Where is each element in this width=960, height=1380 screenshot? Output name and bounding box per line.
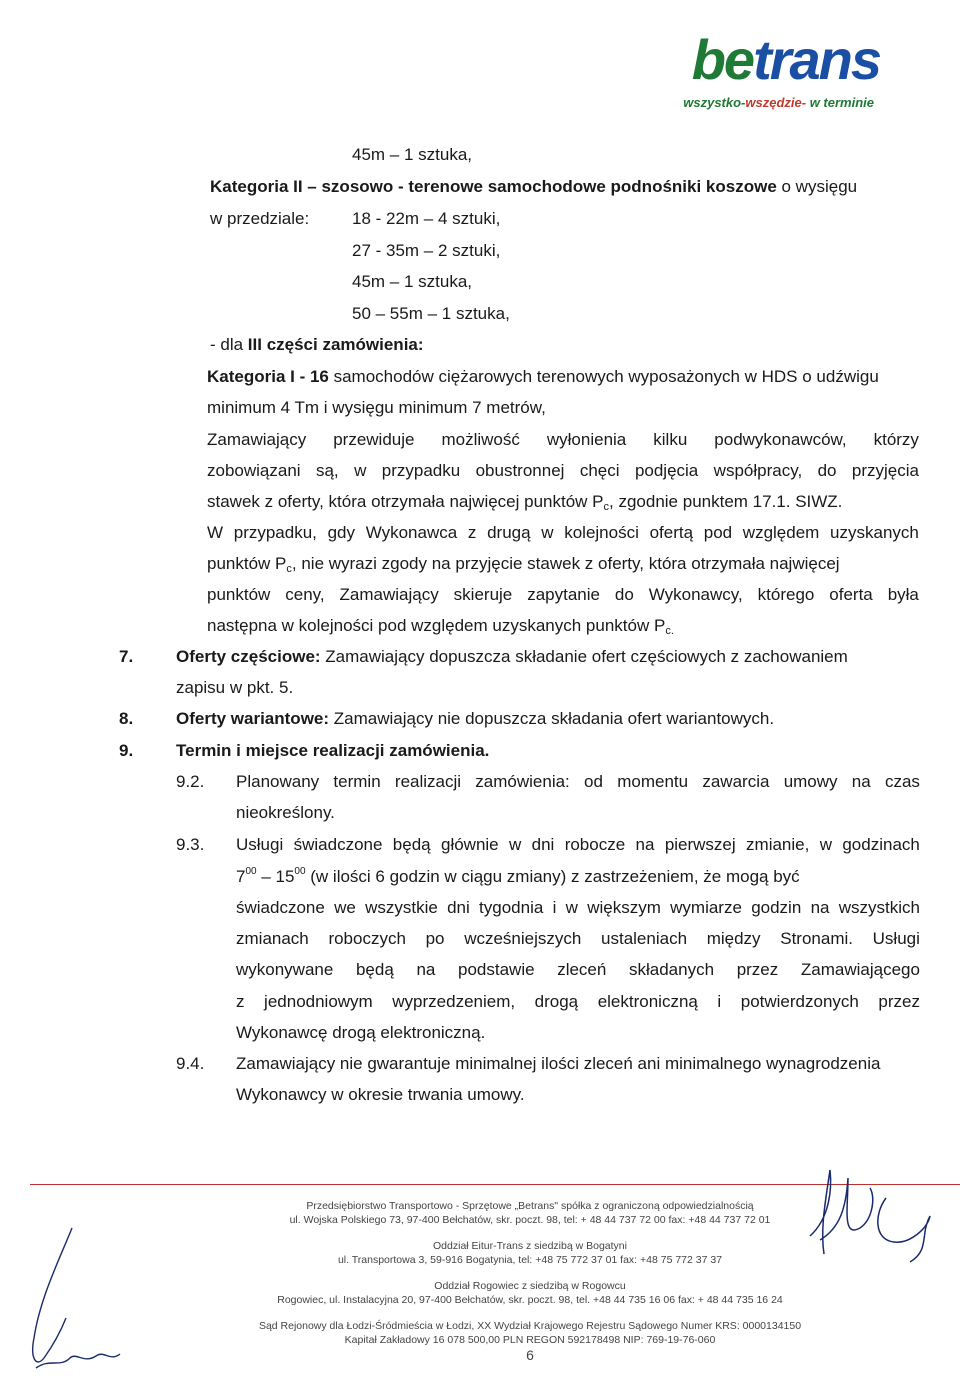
footer-branch-1: Oddział Eitur-Trans z siedzibą w Bogatyni [433,1240,627,1252]
category-2-heading: Kategoria II – szosowo - terenowe samochodowe podnośniki koszowe o wysięgu [210,177,858,196]
word: godzinach [842,835,920,854]
section-number: 9. [119,741,134,760]
word: wcześniejszych [464,929,582,948]
word: jednodniowym [264,992,373,1011]
word: na [851,772,871,791]
word: w [509,835,522,854]
word: uzyskanych [830,523,919,542]
word: kilku [653,430,688,449]
word: pod [703,523,733,542]
part-3-heading: - dla III części zamówienia: [210,335,424,354]
word: w [541,523,554,542]
word: kolejności [564,523,639,542]
footer-company: Przedsiębiorstwo Transportowo - Sprzętowe „Betrans" spółka z ograniczoną odpowiedzialnością [306,1200,754,1212]
word: we [334,898,356,917]
word: punktów [207,585,271,604]
word: Zamawiającego [800,960,920,979]
footer-branch-1-address: ul. Transportowa 3, 59-916 Bogatynia, tel: +48 75 772 37 01 fax: +48 75 772 37 37 [337,1254,723,1266]
subsection-number: 9.3. [176,835,205,854]
subsection-number: 9.4. [176,1054,205,1073]
justified-line [236,928,920,950]
word: umowy [783,772,838,791]
word: z [236,992,245,1011]
word: podjęcia [634,461,699,480]
word: gdy [327,523,356,542]
text-line: zapisu w pkt. 5. [176,678,294,697]
word: przewiduje [333,430,415,449]
handwritten-initials-left [0,1218,130,1380]
word: współpracy, [713,461,803,480]
word: w [565,898,578,917]
word: drugą [487,523,531,542]
word: godzin [751,898,802,917]
word: na [810,898,830,917]
text-line: nieokreślony. [236,803,335,822]
word: zmianach [236,929,309,948]
word: roboczych [328,929,406,948]
footer-branch-2-address: Rogowiec, ul. Instalacyjna 20, 97-400 Bełchatów, skr. poczt. 98, tel. +48 44 735 16 06 fax: + 48 44 735 16 24 [277,1294,783,1306]
range-item: 45m – 1 sztuka, [352,272,473,291]
company-logo: betrans [691,28,880,91]
word: podwykonawców, [714,430,847,449]
word: w [819,835,832,854]
word: na [416,960,436,979]
text-line: w przedziale: [210,209,310,228]
word: Stronami. [780,929,853,948]
justified-line [236,959,920,981]
word: potwierdzonych [740,992,859,1011]
word: zamówienia: [475,772,570,791]
word: od [584,772,603,791]
word: Zamawiający [339,585,439,604]
word: są, [315,461,339,480]
word: Usługi [872,929,920,948]
word: po [425,929,445,948]
category-1-line: Kategoria I - 16 samochodów ciężarowych terenowych wyposażonych w HDS o udźwigu [207,367,879,386]
word: przyjęcia [851,461,919,480]
justified-line [236,771,920,793]
word: wyłonienia [546,430,627,449]
word: składanych [628,960,715,979]
logo-tagline: wszystko-wszędzie- w terminie [683,95,874,110]
word: Wykonawca [365,523,458,542]
word: dni [447,898,470,917]
word: momentu [617,772,689,791]
word: wszystkich [838,898,920,917]
word: Usługi [236,835,284,854]
text-line: $7^{00} - 15^{00}$ (w ilości 6 godzin w ciągu zmiany) z zastrzeżeniem, że mogą być [236,866,800,886]
word: Wykonawcy, [648,585,743,604]
section-8-text: Oferty wariantowe: Zamawiający nie dopuszcza składania ofert wariantowych. [176,709,775,728]
word: oferta [829,585,873,604]
text-line: 45m – 1 sztuka, [352,145,473,164]
word: obustronnej [475,461,565,480]
word: termin [333,772,381,791]
footer-address: ul. Wojska Polskiego 73, 97-400 Bełchatów, skr. poczt. 98, tel: + 48 44 737 72 00 fax: +48 44 737 72 01 [289,1214,771,1226]
justified-line [207,522,919,544]
word: wyprzedzeniem, [392,992,516,1011]
range-item: 18 - 22m – 4 sztuki, [352,209,501,228]
justified-line [236,897,920,919]
text-line: minimum 4 Tm i wysięgu minimum 7 metrów, [207,398,546,417]
word: robocze [564,835,626,854]
word: zmianie, [746,835,810,854]
word: którego [757,585,815,604]
section-number: 8. [119,709,134,728]
range-item: 50 – 55m – 1 sztuka, [352,304,510,323]
word: podstawie [458,960,535,979]
word: była [887,585,919,604]
section-7-text: Oferty częściowe: Zamawiający dopuszcza składanie ofert częściowych z zachowaniem [176,647,848,666]
range-item: 27 - 35m – 2 sztuki, [352,241,501,260]
justified-line [207,460,919,482]
word: do [817,461,837,480]
footer-capital: Kapitał Zakładowy 16 078 500,00 PLN REGON 592178498 NIP: 769-19-76-060 [344,1334,716,1346]
word: wymiarze [670,898,742,917]
word: przez [736,960,779,979]
word: dni [531,835,555,854]
justified-line [236,834,920,856]
text-line: punktów $P_c$, nie wyrazi zgody na przyjęcie stawek z oferty, która otrzymała najwięcej [207,554,840,575]
word: z [467,523,477,542]
word: w [354,461,367,480]
word: ofertą [649,523,694,542]
word: będą [355,960,394,979]
word: i [552,898,557,917]
footer-branch-2: Oddział Rogowiec z siedzibą w Rogowcu [434,1280,626,1292]
justified-line [207,429,919,451]
word: większym [587,898,661,917]
word: zobowiązani [207,461,301,480]
text-line: stawek z oferty, która otrzymała najwięcej punktów $P_c$, zgodnie punktem 17.1. SIWZ. [207,492,843,513]
word: świadczone [293,835,383,854]
word: przypadku, [233,523,317,542]
page-number: 6 [526,1347,534,1363]
justified-line [207,584,919,606]
word: wykonywane [236,960,334,979]
word: W [207,523,224,542]
word: czas [884,772,920,791]
word: na [635,835,655,854]
word: świadczone [236,898,325,917]
word: między [706,929,761,948]
word: głównie [440,835,499,854]
text-line: Wykonawcy w okresie trwania umowy. [236,1085,525,1104]
word: będą [392,835,431,854]
justified-line [236,991,920,1013]
section-9-heading: Termin i miejsce realizacji zamówienia. [176,741,490,760]
word: Zamawiający [207,430,307,449]
word: do [614,585,634,604]
word: zapytanie [527,585,600,604]
footer-court-registry: Sąd Rejonowy dla Łodzi-Śródmieścia w Łodzi, XX Wydział Krajowego Rejestru Sądowego Numer KRS: 0000134150 [258,1320,802,1332]
word: ceny, [285,585,325,604]
word: względem [742,523,820,542]
word: i [717,992,722,1011]
word: skieruje [453,585,513,604]
word: którzy [873,430,919,449]
word: ustaleniach [601,929,688,948]
word: przypadku [381,461,461,480]
word: drogą [534,992,579,1011]
word: zawarcia [702,772,770,791]
word: Planowany [236,772,320,791]
word: możliwość [441,430,520,449]
word: przez [878,992,920,1011]
word: realizacji [394,772,462,791]
text-line: następna w kolejności pod względem uzyskanych punktów $P_{c.}$ [207,616,674,637]
subsection-number: 9.2. [176,772,205,791]
handwritten-signature-right [790,1158,950,1278]
word: zleceń [557,960,607,979]
word: wszystkie [365,898,438,917]
word: chęci [579,461,620,480]
word: pierwszej [664,835,736,854]
text-line: Zamawiający nie gwarantuje minimalnej ilości zleceń ani minimalnego wynagrodzenia [236,1054,881,1073]
text-line: Wykonawcę drogą elektroniczną. [236,1023,486,1042]
word: elektroniczną [597,992,698,1011]
section-number: 7. [119,647,134,666]
word: tygodnia [479,898,544,917]
